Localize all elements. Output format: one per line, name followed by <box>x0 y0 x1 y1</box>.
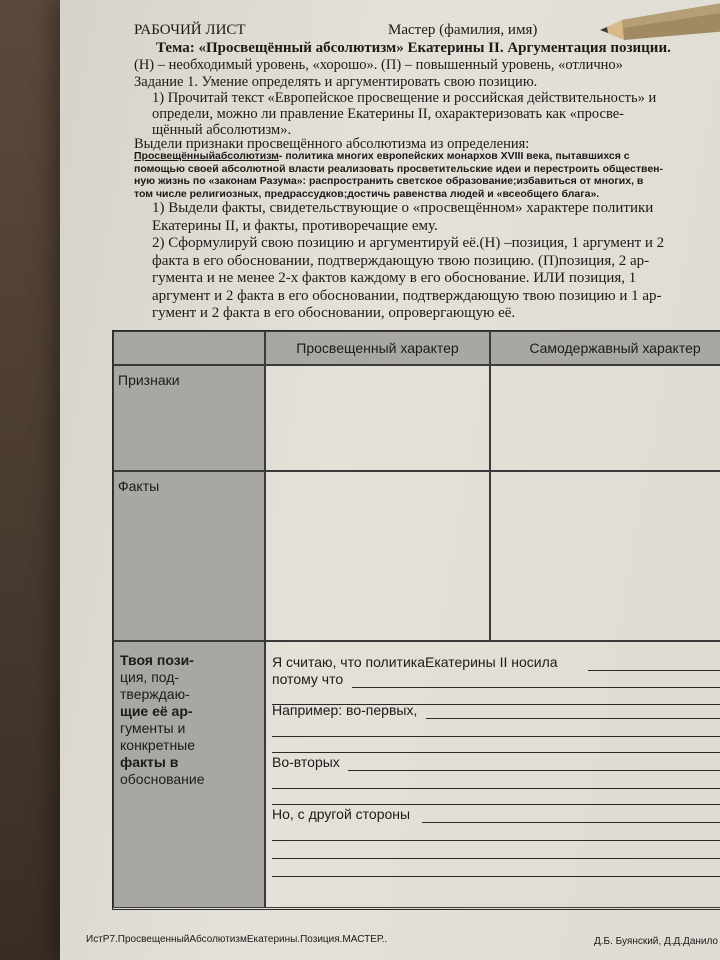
answer-blank[interactable] <box>426 718 720 719</box>
text-line: 1) Прочитай текст «Европейское просвещение и российская действительность» и <box>152 90 657 106</box>
worksheet-paper <box>60 0 720 960</box>
text-line: Екатерины II, и факты, противоречащие ему. <box>152 217 438 234</box>
text-line: том числе религиозных, предрассудков;достичь равенства людей и «всеобщего блага». <box>134 187 600 200</box>
answer-blank[interactable] <box>272 804 720 805</box>
position-line-2: потому что <box>272 671 344 687</box>
text-line: ную жизнь по «законам Разума»: распространить светское образование;избавиться от многих, в <box>134 175 644 188</box>
row-label: Признаки <box>118 372 180 388</box>
answer-blank[interactable] <box>272 876 720 877</box>
instructions-list <box>152 200 664 323</box>
pencil-icon <box>600 0 720 60</box>
worksheet-label: РАБОЧИЙ ЛИСТ <box>134 22 246 38</box>
text-line: - политика многих европейских монархов XVIII века, пытавшихся с <box>278 150 630 162</box>
position-answer-cell[interactable] <box>265 641 720 908</box>
footer-filename: ИстР7.ПросвещенныйАбсолютизмЕкатерины.Позиция.МАСТЕР.. <box>86 934 388 945</box>
example-first-label: Например: во-первых, <box>272 702 418 718</box>
answer-blank[interactable] <box>588 670 720 671</box>
answer-blank[interactable] <box>272 840 720 841</box>
answer-blank[interactable] <box>422 822 720 823</box>
example-second-label: Во-вторых <box>272 754 340 770</box>
row-label: Факты <box>118 478 160 494</box>
text-line: 2) Сформулируй свою позицию и аргументируй её.(Н) –позиция, 1 аргумент и 2 <box>152 235 665 251</box>
column-header-label: Просвещенный характер <box>296 340 459 356</box>
table-corner-cell <box>113 331 265 365</box>
text-line: Твоя пози- <box>120 652 194 668</box>
column-header-autocratic <box>490 331 720 365</box>
text-line: гумент и 2 факта в его обосновании, опровергающую её. <box>152 305 516 321</box>
definition-block <box>134 150 663 200</box>
text-line: факта в его обосновании, подтверждающую твою позицию. (П)позиция, 2 ар- <box>152 252 650 269</box>
answer-blank[interactable] <box>352 687 720 688</box>
task-1-item-1 <box>152 90 656 138</box>
text-line: аргумент и 2 факта в его обосновании, подтверждающую твою позицию и 1 ар- <box>152 287 662 304</box>
text-line: гументы и <box>120 720 186 736</box>
facts-autocratic-cell[interactable] <box>490 471 720 641</box>
text-line: 1) Выдели факты, свидетельствующие о «просвещённом» характере политики <box>152 200 654 216</box>
text-line: помощью своей абсолютной власти реализовать просветительские идеи и перестроить обществен- <box>134 162 664 175</box>
facts-enlightened-cell[interactable] <box>265 471 490 641</box>
answer-blank[interactable] <box>272 752 720 753</box>
column-header-label: Самодержавный характер <box>529 340 701 356</box>
signs-autocratic-cell[interactable] <box>490 365 720 471</box>
answer-blank[interactable] <box>272 736 720 737</box>
text-line: ция, под- <box>120 669 180 685</box>
levels-note: (Н) – необходимый уровень, «хорошо». (П) – повышенный уровень, «отлично» <box>134 57 623 73</box>
highlight-instruction: Выдели признаки просвещённого абсолютизма из определения: <box>134 136 530 152</box>
definition-term: Просвещённыйабсолютизм <box>134 150 279 162</box>
task-1-heading: Задание 1. Умение определять и аргументировать свою позицию. <box>134 74 538 90</box>
answer-blank[interactable] <box>272 858 720 859</box>
master-label: Мастер (фамилия, имя) <box>388 22 538 38</box>
answer-blank[interactable] <box>272 788 720 789</box>
worksheet-table <box>112 330 720 910</box>
text-line: щие её ар- <box>120 703 193 719</box>
signs-enlightened-cell[interactable] <box>265 365 490 471</box>
text-line: щённый абсолютизм». <box>152 122 292 138</box>
footer-authors: Д.Б. Буянский, Д.Д.Данило <box>594 936 718 947</box>
text-line: тверждаю- <box>120 686 190 702</box>
row-label-position <box>113 641 265 908</box>
text-line: обоснование <box>120 771 205 787</box>
text-line: гумента и не менее 2-х фактов каждому в его обоснование. ИЛИ позиция, 1 <box>152 270 637 286</box>
column-header-enlightened <box>265 331 490 365</box>
position-line-1: Я считаю, что политикаЕкатерины II носила <box>272 654 558 670</box>
text-line: определи, можно ли правление Екатерины II, охарактеризовать как «просве- <box>152 106 624 122</box>
row-label-signs <box>113 365 265 471</box>
topic-title: Тема: «Просвещённый абсолютизм» Екатерины II. Аргументация позиции. <box>156 40 671 56</box>
other-side-label: Но, с другой стороны <box>272 806 411 822</box>
text-line: конкретные <box>120 737 196 753</box>
text-line: факты в <box>120 754 179 770</box>
row-label-facts <box>113 471 265 641</box>
answer-blank[interactable] <box>348 770 720 771</box>
